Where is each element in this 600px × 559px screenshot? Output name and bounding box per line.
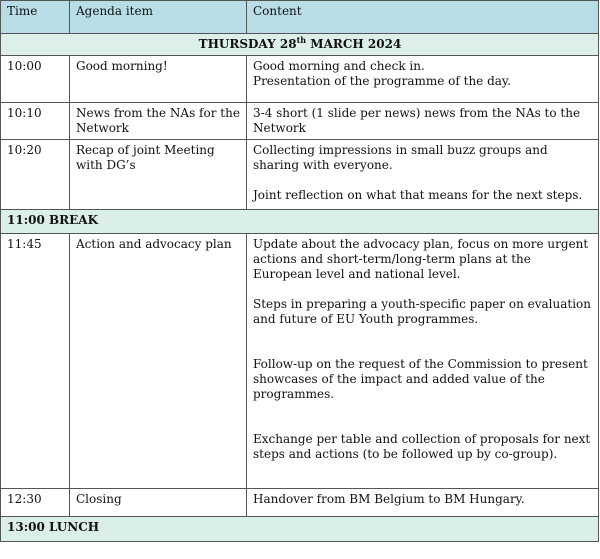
- row-time: 10:20: [1, 140, 70, 210]
- day-row: [1, 34, 599, 56]
- row-agenda: Closing: [70, 489, 247, 517]
- spacer: [253, 327, 593, 357]
- row-content: [247, 56, 599, 103]
- row-agenda: Action and advocacy plan: [70, 234, 247, 489]
- row-time: 12:30: [1, 489, 70, 517]
- break-label: 11:00 BREAK: [1, 210, 599, 234]
- spacer: [253, 173, 593, 188]
- row-content: [247, 140, 599, 210]
- header-content: Content: [247, 1, 599, 34]
- content-line: Joint reflection on what that means for the next steps.: [253, 188, 583, 202]
- row-agenda: Good morning!: [70, 56, 247, 103]
- content-line: Follow-up on the request of the Commission to present showcases of the impact and added value of the programmes.: [253, 357, 588, 401]
- spacer: [253, 282, 593, 297]
- break-row: [1, 210, 599, 234]
- content-line: Update about the advocacy plan, focus on more urgent actions and short-term/long-term plans at the European level and national level.: [253, 237, 589, 281]
- day-suffix: MARCH 2024: [306, 37, 402, 51]
- content-line: Presentation of the programme of the day.: [253, 74, 511, 88]
- content-line: Exchange per table and collection of proposals for next steps and actions (to be followed up by co-group).: [253, 432, 591, 461]
- day-title: [1, 34, 599, 56]
- row-agenda: News from the NAs for the Network: [70, 103, 247, 140]
- content-line: Collecting impressions in small buzz groups and sharing with everyone.: [253, 143, 548, 172]
- row-time: 11:45: [1, 234, 70, 489]
- row-time: 10:10: [1, 103, 70, 140]
- header-time: Time: [1, 1, 70, 34]
- lunch-label: 13:00 LUNCH: [1, 517, 599, 542]
- row-time: 10:00: [1, 56, 70, 103]
- table-row: [1, 140, 599, 210]
- header-agenda: Agenda item: [70, 1, 247, 34]
- row-agenda: Recap of joint Meeting with DG’s: [70, 140, 247, 210]
- day-sup: th: [296, 35, 307, 45]
- content-line: Good morning and check in.: [253, 59, 425, 73]
- day-prefix: THURSDAY 28: [198, 37, 297, 51]
- spacer: [253, 402, 593, 432]
- row-content: 3-4 short (1 slide per news) news from the NAs to the Network: [247, 103, 599, 140]
- content-line: Steps in preparing a youth-specific paper on evaluation and future of EU Youth programmes.: [253, 297, 591, 326]
- table-row: [1, 56, 599, 103]
- row-content: [247, 234, 599, 489]
- row-content: Handover from BM Belgium to BM Hungary.: [247, 489, 599, 517]
- table-row: [1, 489, 599, 517]
- lunch-row: [1, 517, 599, 542]
- header-row: [1, 1, 599, 34]
- table-row: [1, 103, 599, 140]
- table-row: [1, 234, 599, 489]
